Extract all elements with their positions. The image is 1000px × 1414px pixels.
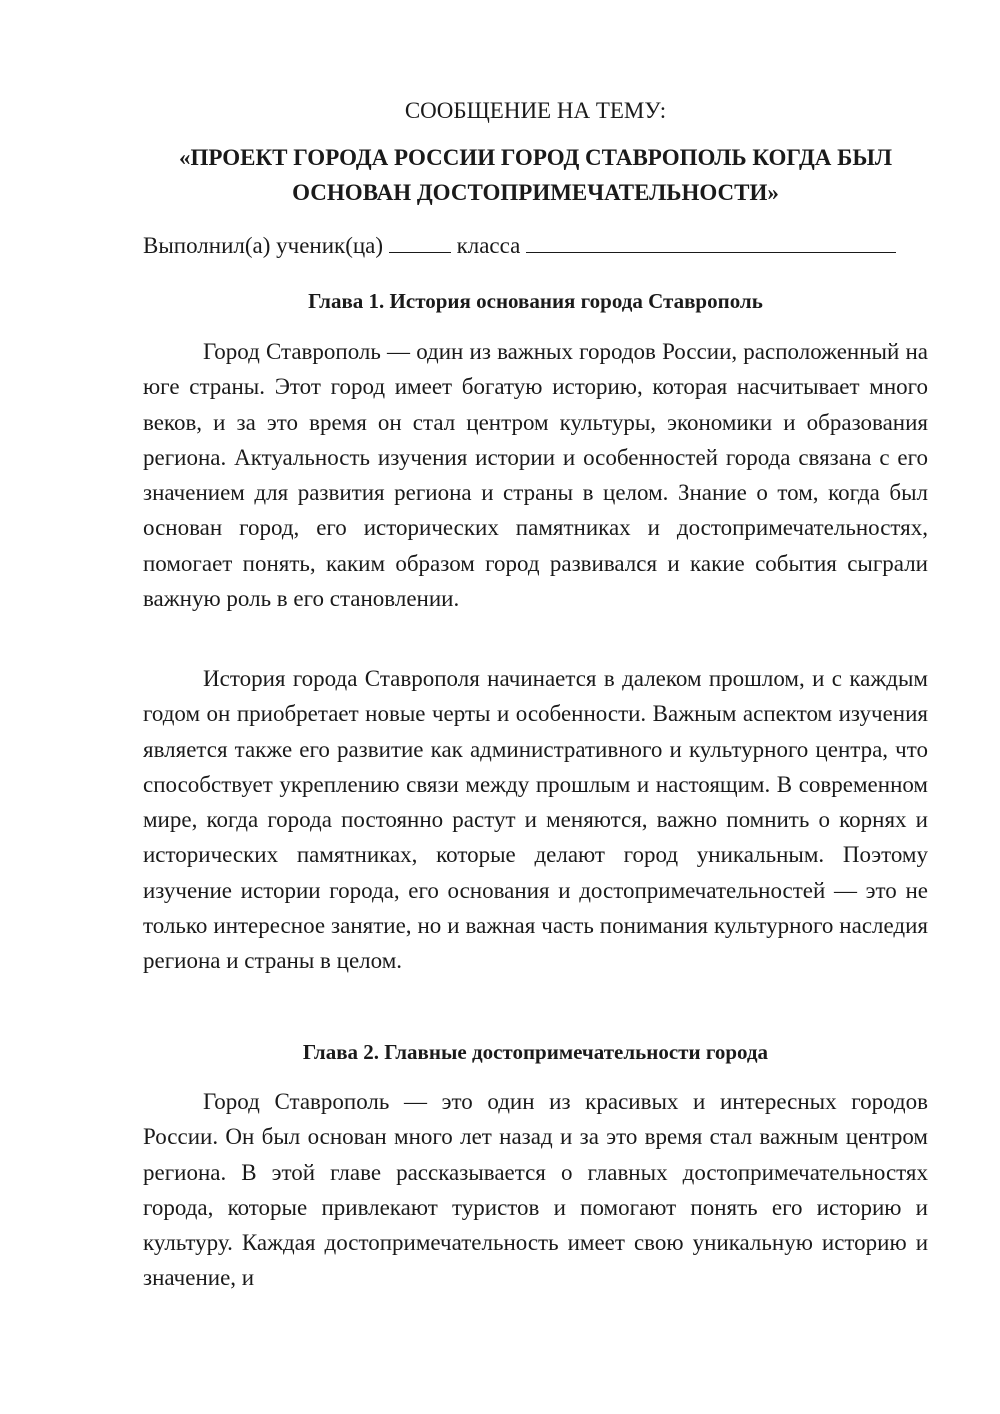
chapter-2-paragraph-1: Город Ставрополь — это один из красивых и интересных городов России. Он был основан много лет назад и за это время стал важным центром региона. В этой главе рассказывается о главных достопримечательностях города, которые привлекают туристов и помогают понять его историю и культуру. Каждая достопримечательность имеет свою уникальную историю и значение, и xyxy=(143,1089,928,1291)
chapter-1-heading: Глава 1. История основания города Ставрополь xyxy=(308,289,763,313)
chapter-1-paragraph-1: Город Ставрополь — один из важных городов России, расположенный на юге страны. Этот город имеет богатую историю, которая насчитывает много веков, и за это время он стал центром культуры, экономики и образования региона. Актуальность изучения истории и особенностей города связана с его значением для развития региона и страны в целом. Знание о том, когда был основан город, его исторических памятниках и достопримечательностях, помогает понять, каким образом город развивался и какие события сыграли важную роль в его становлении. xyxy=(143,339,928,612)
class-label: класса xyxy=(456,233,521,258)
chapter-1-paragraph-2: История города Ставрополя начинается в далеком прошлом, и с каждым годом он приобретает новые черты и особенности. Важным аспектом изучения является также его развитие как административного и культурного центра, что способствует укреплению связи между прошлым и настоящим. В современном мире, когда города постоянно растут и меняются, важно помнить о корнях и исторических памятниках, которые делают город уникальным. Поэтому изучение истории города, его основания и достопримечательностей — это не только интересное занятие, но и важная часть понимания культурного наследия региона и страны в целом. xyxy=(143,666,928,974)
chapter-2-heading: Глава 2. Главные достопримечательности города xyxy=(302,1040,769,1064)
grade-blank xyxy=(389,230,451,253)
author-line xyxy=(143,229,928,263)
subject-line: СООБЩЕНИЕ НА ТЕМУ: xyxy=(404,98,667,123)
document-title: «ПРОЕКТ ГОРОДА РОССИИ ГОРОД СТАВРОПОЛЬ КОГДА БЫЛ ОСНОВАН ДОСТОПРИМЕЧАТЕЛЬНОСТИ» xyxy=(178,145,893,205)
author-label: Выполнил(а) ученик(ца) xyxy=(143,233,384,258)
name-blank xyxy=(526,230,896,253)
